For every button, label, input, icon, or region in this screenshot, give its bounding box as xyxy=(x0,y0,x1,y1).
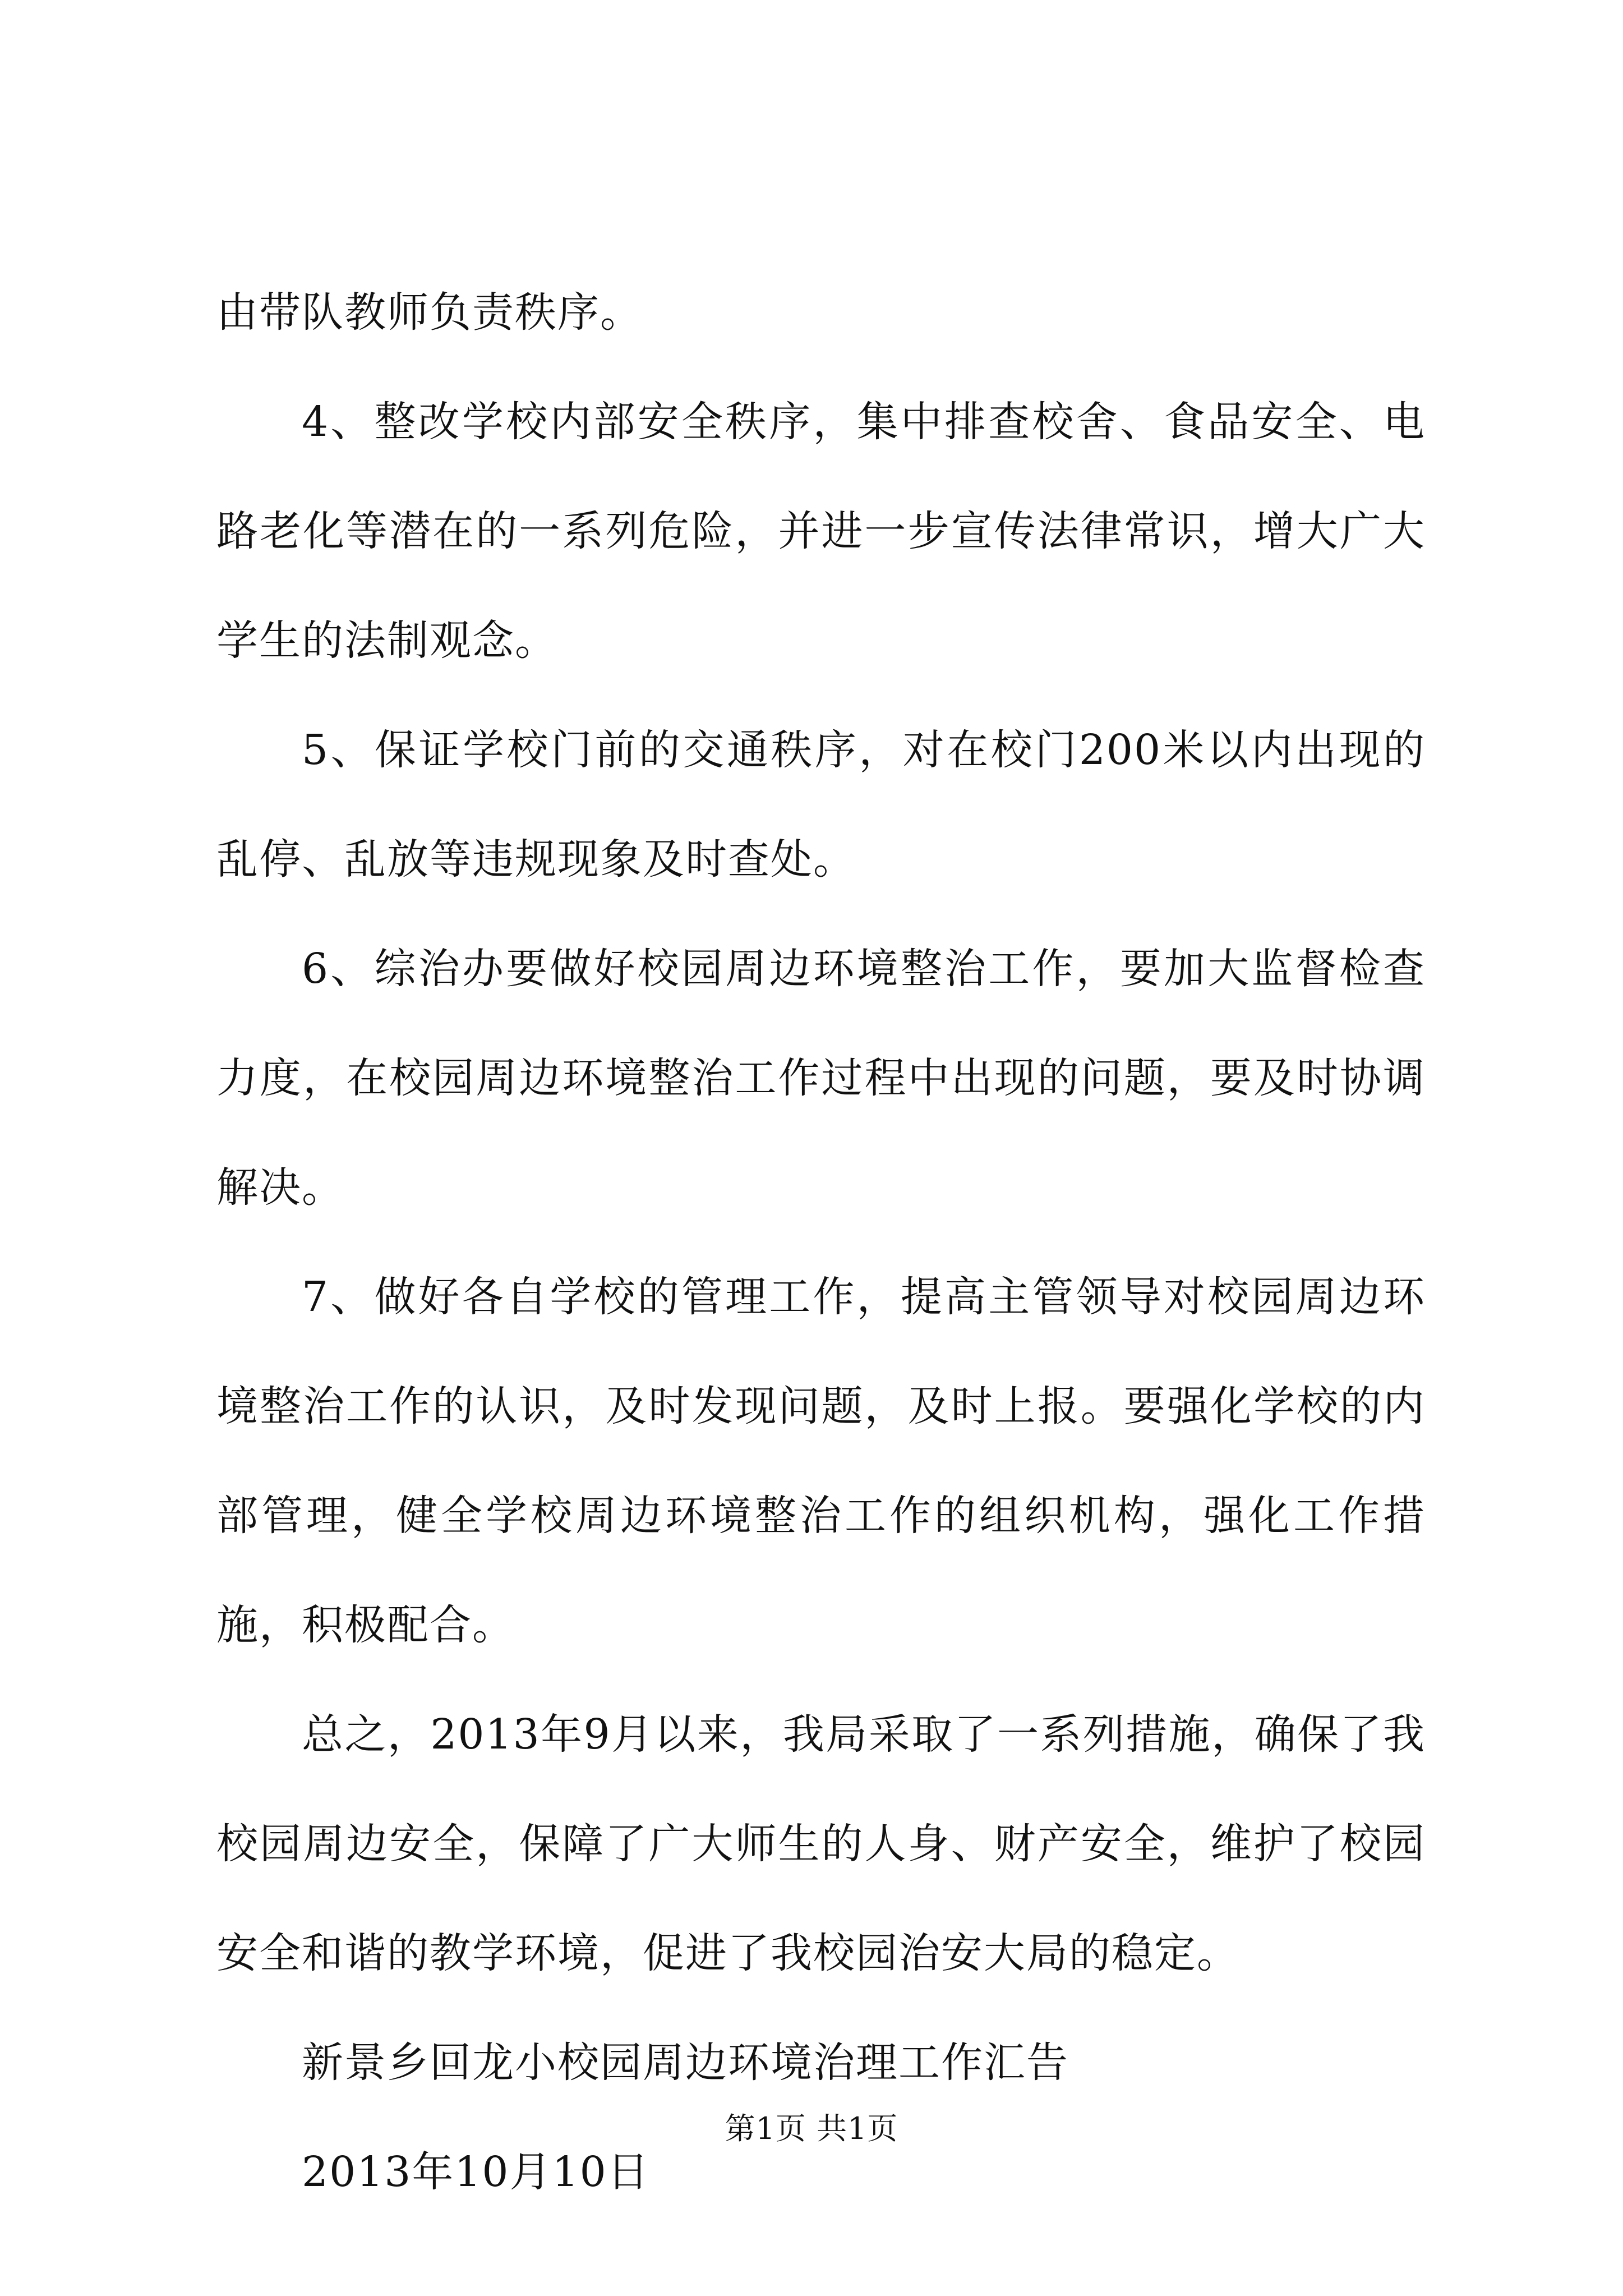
paragraph-item-6: 6、综治办要做好校园周边环境整治工作，要加大监督检查力度，在校园周边环境整治工作过程中出现的问题，要及时协调解决。 xyxy=(216,945,1426,1212)
paragraph-item-4: 4、整改学校内部安全秩序，集中排查校舍、食品安全、电路老化等潜在的一系列危险，并进一步宣传法律常识，增大广大学生的法制观念。 xyxy=(216,398,1426,665)
page-footer: 第1页 共1页 xyxy=(725,2111,898,2146)
document-signature-title: 新景乡回龙小校园周边环境治理工作汇告 xyxy=(302,2039,1069,2087)
document-body xyxy=(216,258,1426,2227)
paragraph-summary: 总之，2013年9月以来，我局采取了一系列措施，确保了我校园周边安全，保障了广大师生的人身、财产安全，维护了校园安全和谐的教学环境，促进了我校园治安大局的稳定。 xyxy=(216,1710,1426,1977)
paragraph-continuation: 由带队教师负责秩序。 xyxy=(216,288,643,337)
paragraph-item-7: 7、做好各自学校的管理工作，提高主管领导对校园周边环境整治工作的认识，及时发现问题，及时上报。要强化学校的内部管理，健全学校周边环境整治工作的组织机构，强化工作措施，积极配合。 xyxy=(216,1273,1426,1649)
paragraph-item-5: 5、保证学校门前的交通秩序，对在校门200米以内出现的乱停、乱放等违规现象及时查处。 xyxy=(216,726,1426,884)
document-date: 2013年10月10日 xyxy=(302,2148,650,2196)
